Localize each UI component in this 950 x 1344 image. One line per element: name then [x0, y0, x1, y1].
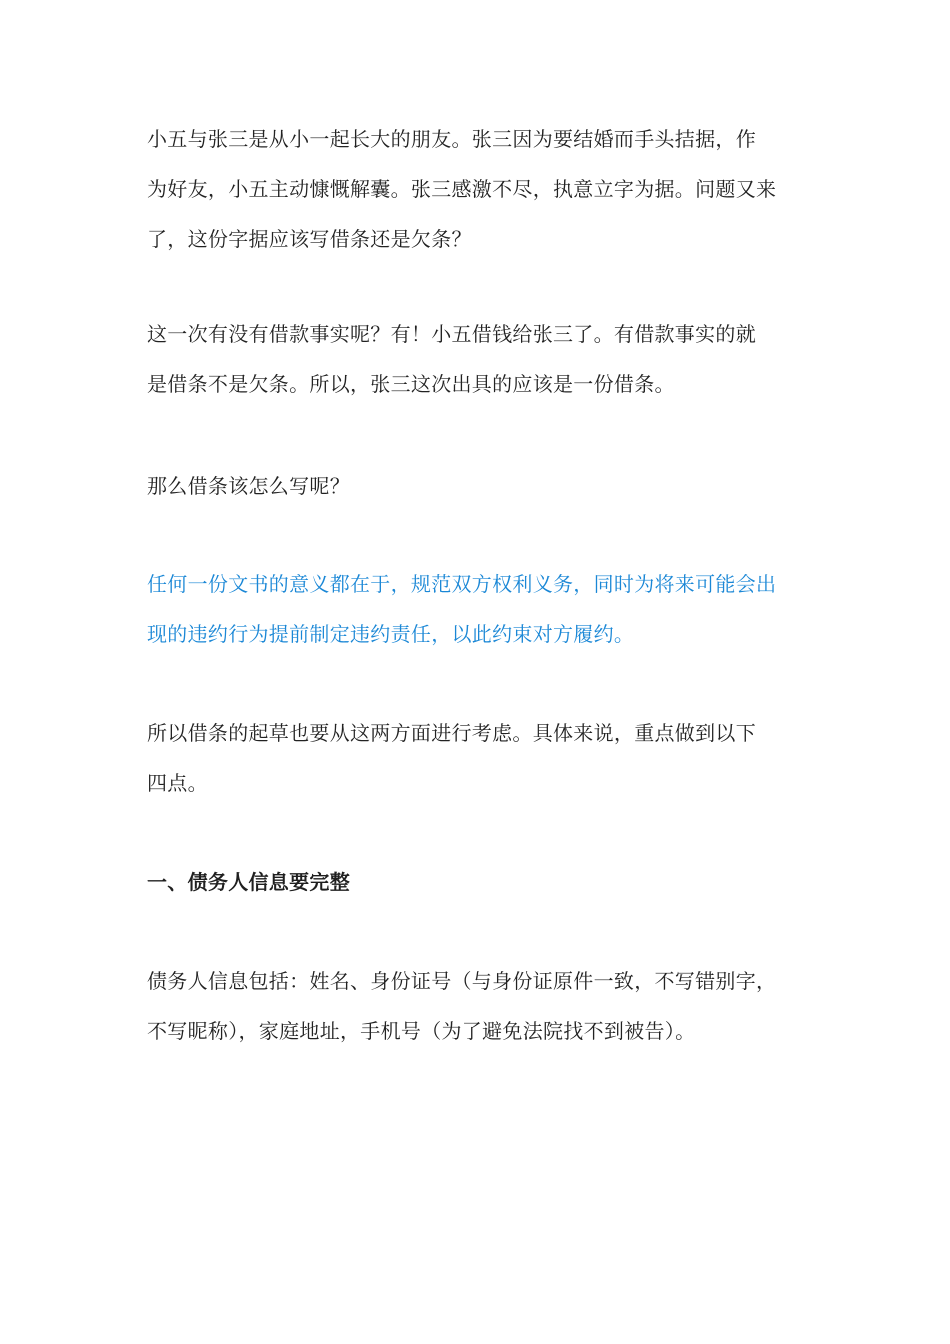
- text-line: 那么借条该怎么写呢？: [147, 474, 350, 498]
- text-line: 为好友，小五主动慷慨解囊。张三感激不尽，执意立字为据。问题又来: [147, 177, 777, 201]
- text-line: 债务人信息包括：姓名、身份证号（与身份证原件一致，不写错别字，: [147, 969, 777, 993]
- paragraph-four-points: [147, 708, 807, 808]
- text-line: 是借条不是欠条。所以，张三这次出具的应该是一份借条。: [147, 372, 675, 396]
- paragraph-question: [147, 461, 807, 511]
- paragraph-loan-fact: [147, 309, 807, 409]
- paragraph-debtor-info: [147, 956, 807, 1056]
- text-line: 这一次有没有借款事实呢？有！小五借钱给张三了。有借款事实的就: [147, 322, 756, 346]
- paragraph-intro: [147, 114, 807, 264]
- paragraph-highlight: [147, 559, 807, 659]
- text-line: 小五与张三是从小一起长大的朋友。张三因为要结婚而手头拮据，作: [147, 127, 756, 151]
- text-line: 了，这份字据应该写借条还是欠条？: [147, 227, 472, 251]
- text-line: 四点。: [147, 771, 208, 795]
- section-heading: [147, 857, 807, 907]
- heading-text: 一、债务人信息要完整: [147, 870, 350, 894]
- text-line: 所以借条的起草也要从这两方面进行考虑。具体来说，重点做到以下: [147, 721, 756, 745]
- text-line: 不写昵称），家庭地址，手机号（为了避免法院找不到被告）。: [147, 1019, 696, 1043]
- text-line: 现的违约行为提前制定违约责任，以此约束对方履约。: [147, 622, 635, 646]
- text-line: 任何一份文书的意义都在于，规范双方权利义务，同时为将来可能会出: [147, 572, 777, 596]
